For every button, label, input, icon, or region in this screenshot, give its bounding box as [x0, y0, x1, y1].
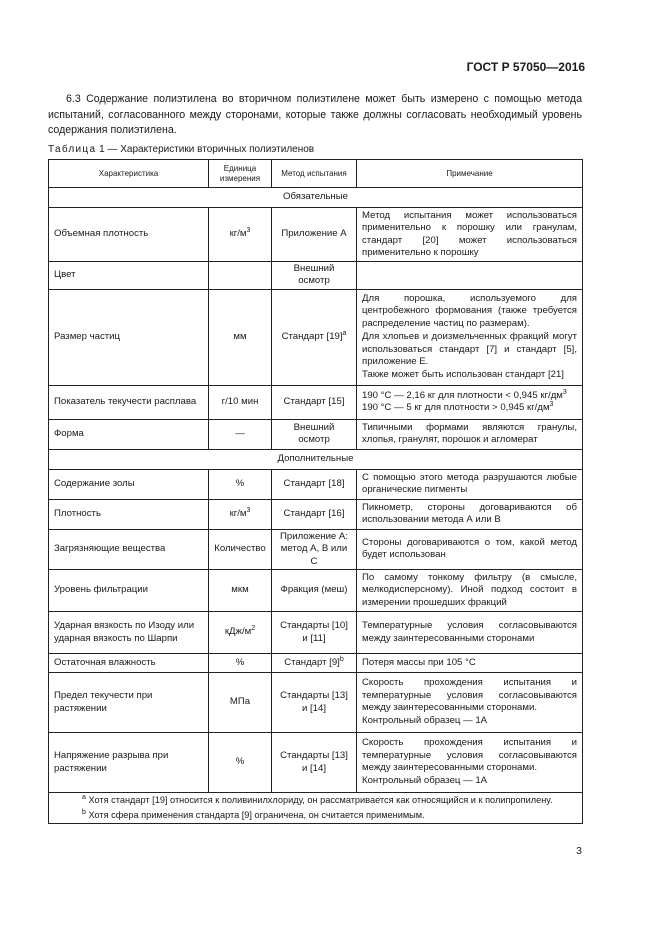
row-unit: кДж/$м^2$	[209, 612, 272, 654]
footnote: $^a$ Хотя стандарт [19] относится к поливинилхлориду, он рассматривается как относящийся и к полипропилену.	[82, 793, 553, 806]
header-method: Метод испытания	[272, 160, 357, 188]
row-method: Стандарты [10] и [11]	[272, 612, 357, 654]
header-characteristic: Характеристика	[49, 160, 209, 188]
row-unit: мм	[209, 289, 272, 385]
row-method: Стандарты [13] и [14]	[272, 733, 357, 793]
table-row	[49, 419, 583, 449]
row-name: Уровень фильтрации	[49, 570, 209, 612]
table-row	[49, 469, 583, 499]
row-note: Скорость прохождения испытания и температурные условия согласовываются между заинтересованными сторонами. Контрольный образец — 1А	[357, 733, 583, 793]
table-row	[49, 529, 583, 569]
table-caption	[48, 144, 314, 155]
page-number: 3	[576, 845, 582, 857]
row-note: Для порошка, используемого для центробежного формования (также требуется распределение частиц по размерам). Для хлопьев и доизмельченных фракций могут использоваться стандарт [7] и стандарт [5], приложение Е. Также может быть использован стандарт [21]	[357, 289, 583, 385]
table-row	[49, 208, 583, 262]
intro-paragraph: 6.3 Содержание полиэтилена во вторичном полиэтилене может быть измерено с помощью метода испытаний, согласованного между сторонами, которые также должны согласовать необходимый уровень содержания полиэтилена.	[48, 93, 582, 136]
row-note: 190 °С — 2,16 кг для плотности < 0,945 $кг/дм^3$ 190 °С — 5 кг для плотности > 0,945 $кг/дм^3$	[357, 385, 583, 419]
row-method: Стандарт $[19]^a$	[272, 289, 357, 385]
row-method: Стандарт [16]	[272, 499, 357, 529]
table-row	[49, 262, 583, 290]
row-method: Фракция (меш)	[272, 570, 357, 612]
row-name: Цвет	[49, 262, 209, 290]
row-unit: Количество	[209, 529, 272, 569]
footnotes	[49, 793, 583, 824]
row-name: Предел текучести при растяжении	[49, 673, 209, 733]
table-row	[49, 733, 583, 793]
table-row	[49, 570, 583, 612]
row-unit: $кг/м^3$	[209, 208, 272, 262]
section-row-required	[49, 188, 583, 208]
row-method: Стандарты [13] и [14]	[272, 673, 357, 733]
row-name: Содержание золы	[49, 469, 209, 499]
row-method: Приложение А	[272, 208, 357, 262]
row-unit: %	[209, 733, 272, 793]
row-method: Стандарт [18]	[272, 469, 357, 499]
row-note: Пикнометр, стороны договариваются об использовании метода А или В	[357, 499, 583, 529]
row-note: С помощью этого метода разрушаются любые органические пигменты	[357, 469, 583, 499]
row-unit	[209, 262, 272, 290]
characteristics-table	[48, 159, 583, 824]
table-row	[49, 499, 583, 529]
row-method: Приложение А: метод А, В или С	[272, 529, 357, 569]
row-name: Загрязняющие вещества	[49, 529, 209, 569]
table-row	[49, 612, 583, 654]
table-row	[49, 673, 583, 733]
row-unit: %	[209, 654, 272, 673]
table-row	[49, 385, 583, 419]
row-unit: %	[209, 469, 272, 499]
row-note: Стороны договариваются о том, какой метод будет использован	[357, 529, 583, 569]
footnote: $^b$ Хотя сфера применения стандарта [9] ограничена, он считается применимым.	[82, 808, 425, 821]
row-name: Плотность	[49, 499, 209, 529]
row-method: Стандарт $[9]^b$	[272, 654, 357, 673]
row-method: Внешний осмотр	[272, 262, 357, 290]
row-name: Остаточная влажность	[49, 654, 209, 673]
row-name: Показатель текучести расплава	[49, 385, 209, 419]
table-row	[49, 654, 583, 673]
section-row-additional	[49, 449, 583, 469]
row-unit: $кг/м^3$	[209, 499, 272, 529]
row-name: Напряжение разрыва при растяжении	[49, 733, 209, 793]
row-note: Потеря массы при 105 °С	[357, 654, 583, 673]
row-unit: мкм	[209, 570, 272, 612]
row-name: Объемная плотность	[49, 208, 209, 262]
row-name: Ударная вязкость по Изоду или ударная вязкость по Шарпи	[49, 612, 209, 654]
row-name: Размер частиц	[49, 289, 209, 385]
table-row	[49, 289, 583, 385]
row-name: Форма	[49, 419, 209, 449]
header-note: Примечание	[357, 160, 583, 188]
table-caption-text: 1 — Характеристики вторичных полиэтиленов	[99, 144, 315, 155]
row-note: Типичными формами являются гранулы, хлопья, гранулят, порошок и агломерат	[357, 419, 583, 449]
footnotes-row	[49, 793, 583, 824]
row-unit: МПа	[209, 673, 272, 733]
row-unit: —	[209, 419, 272, 449]
row-method: Стандарт [15]	[272, 385, 357, 419]
row-note: Метод испытания может использоваться применительно к порошку или гранулам, стандарт [20] может использоваться применительно к порошку	[357, 208, 583, 262]
row-unit: г/10 мин	[209, 385, 272, 419]
row-note	[357, 262, 583, 290]
row-note: По самому тонкому фильтру (в смысле, мелкодисперсному). Иной подход состоит в измерении прошедших фракций	[357, 570, 583, 612]
section-title: Дополнительные	[49, 449, 583, 469]
standard-code: ГОСТ Р 57050—2016	[466, 60, 585, 74]
row-note: Скорость прохождения испытания и температурные условия согласовываются между заинтересованными сторонами. Контрольный образец — 1А	[357, 673, 583, 733]
row-note: Температурные условия согласовываются между заинтересованными сторонами	[357, 612, 583, 654]
table-caption-label: Таблица	[48, 144, 97, 155]
row-method: Внешний осмотр	[272, 419, 357, 449]
header-unit: Единица измерения	[209, 160, 272, 188]
table-header-row	[49, 160, 583, 188]
section-title: Обязательные	[49, 188, 583, 208]
